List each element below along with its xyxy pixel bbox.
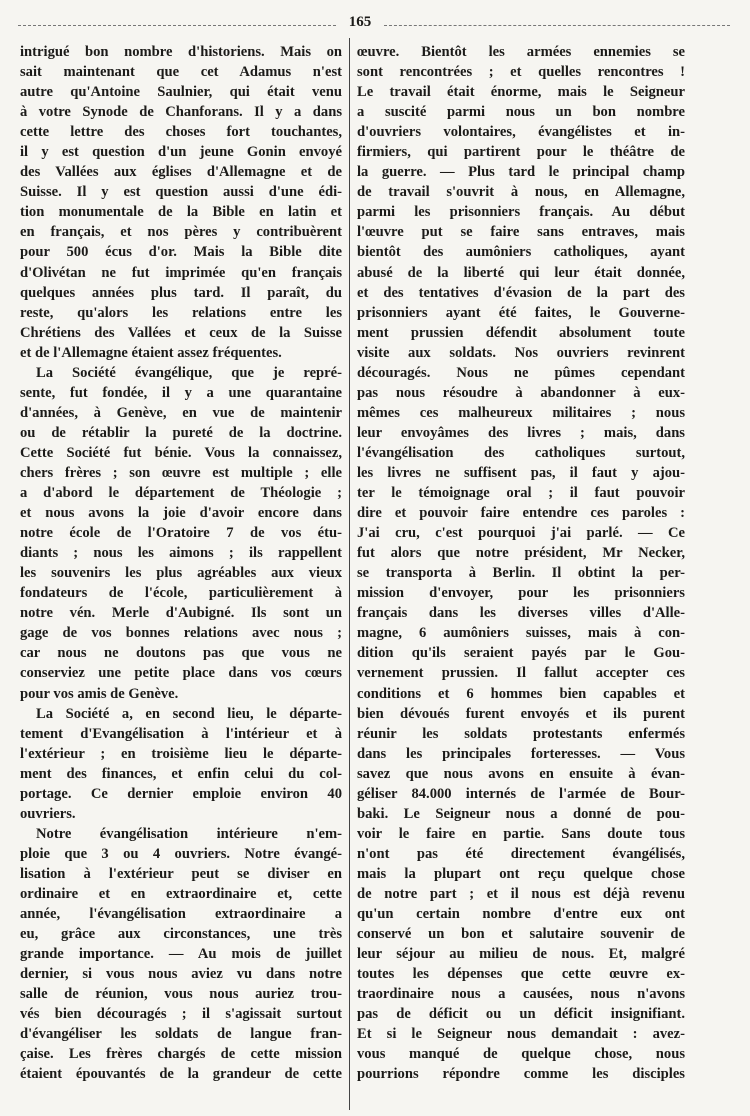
text-line: La Société évangélique, que je repré-: [36, 364, 342, 381]
text-line: conservé un bon et salutaire souvenir de: [357, 926, 685, 943]
text-line: et de l'Allemagne étaient assez fréquentes.: [20, 344, 282, 361]
text-line: a suscité parmi nous un bon nombre: [357, 104, 685, 121]
text-line: notre vén. Merle d'Aubigné. Ils sont un: [20, 605, 342, 622]
paragraph: [20, 824, 342, 1085]
text-line: tement d'Evangélisation à l'intérieur et à: [20, 725, 342, 742]
text-line: sont rencontrées ; et quelles rencontres !: [357, 64, 685, 81]
text-line: ou de rétablir la pureté de la doctrine.: [20, 424, 342, 441]
text-line: d'années, à Genève, en vue de maintenir: [20, 404, 342, 421]
text-line: car nous ne doutons pas que vous ne: [20, 645, 342, 662]
text-line: à votre Synode de Chanforans. Il y a dans: [20, 104, 342, 121]
text-line: notre école de l'Oratoire 7 de vos étu-: [20, 525, 342, 542]
text-line: les souvenirs les plus agréables aux vieux: [20, 565, 342, 582]
text-line: qu'un certain nombre d'entre eux ont: [357, 906, 685, 923]
header-rule-left: [18, 25, 336, 26]
text-line: portage. Ce dernier emploie environ 40: [20, 785, 342, 802]
text-line: français dans les diverses villes d'Alle-: [357, 605, 685, 622]
text-line: œuvre. Bientôt les armées ennemies se: [357, 44, 685, 60]
text-line: ter le témoignage oral ; il faut pouvoir: [357, 485, 685, 502]
text-line: l'évangélisation des catholiques surtout,: [357, 444, 685, 461]
text-line: mais la plupart ont reçu quelque chose: [357, 865, 685, 882]
text-line: salle de réunion, vous nous auriez trou-: [20, 986, 342, 1003]
text-line: il y est question d'un jeune Gonin envoyé: [20, 144, 342, 161]
text-line: grande importance. — Au mois de juillet: [20, 946, 342, 963]
text-line: reste, qu'alors les relations entre les: [20, 304, 342, 321]
page-header: [18, 14, 730, 34]
text-line: découragés. Nous ne pûmes cependant: [357, 364, 685, 381]
text-line: géliser 84.000 internés de l'armée de Bour-: [357, 785, 685, 802]
text-line: se transporta à Berlin. Il obtint la per-: [357, 565, 685, 582]
text-line: dernier, si vous nous aviez vu dans notre: [20, 966, 342, 983]
text-line: ment des finances, et enfin celui du col-: [20, 765, 342, 782]
text-line: savez que nous avons en ensuite à évan-: [357, 765, 685, 782]
text-line: gage de vos bonnes relations avec nous ;: [20, 625, 342, 642]
text-line: parmi les prisonniers français. Au début: [357, 204, 685, 221]
text-line: bientôt des aumôniers catholiques, ayant: [357, 244, 685, 261]
text-line: ploie que 3 ou 4 ouvriers. Notre évangé-: [20, 845, 342, 862]
text-line: d'ouvriers volontaires, évangélistes et in-: [357, 124, 685, 141]
page-number: 165: [348, 14, 372, 30]
text-line: mêmes ces malheureux militaires ; nous: [357, 404, 685, 421]
text-line: dans les principales forteresses. — Vous: [357, 745, 685, 762]
text-line: chers frères ; son œuvre est multiple ; elle: [20, 464, 342, 481]
text-line: baki. Le Seigneur nous a donné de pou-: [357, 805, 685, 822]
text-line: et des tentatives d'évasion de la part des: [357, 284, 685, 301]
text-line: réunir les soldats protestants enfermés: [357, 725, 685, 742]
text-line: prisonniers ayant été faites, le Gouverne-: [357, 304, 685, 321]
text-line: Et si le Seigneur nous demandait : avez-: [357, 1026, 685, 1043]
text-line: sente, fut fondée, il y a une quarantaine: [20, 384, 342, 401]
paragraph: [20, 704, 342, 824]
text-line: tion monumentale de la Bible en latin et: [20, 204, 342, 221]
text-line: ordinaire et en extraordinaire et, cette: [20, 885, 342, 902]
paragraph: [20, 363, 342, 704]
text-line: ment prussien défendit absolument toute: [357, 324, 685, 341]
text-line: intrigué bon nombre d'historiens. Mais on: [20, 44, 342, 60]
text-line: quelques années plus tard. Il paraît, du: [20, 284, 342, 301]
text-line: bien dévoués furent envoyés et ils purent: [357, 705, 685, 722]
text-line: visite aux soldats. Nos ouvriers revinrent: [357, 344, 685, 361]
text-line: Chrétiens des Vallées et ceux de la Suisse: [20, 324, 342, 341]
text-line: fondateurs de l'école, particulièrement à: [20, 585, 342, 602]
text-line: dition qu'ils seraient payés par le Gou-: [357, 645, 685, 662]
text-line: étaient épouvantés de la grandeur de cette: [20, 1066, 342, 1083]
text-line: autre qu'Antoine Saulnier, qui était venu: [20, 84, 342, 101]
text-line: conditions et 6 hommes bien capables et: [357, 685, 685, 702]
text-line: année, l'évangélisation extraordinaire a: [20, 906, 342, 923]
text-line: conserviez une petite place dans vos cœurs: [20, 665, 342, 682]
text-line: de travail s'ouvrit à nous, en Allemagne,: [357, 184, 685, 201]
text-line: Le travail était énorme, mais le Seigneur: [357, 84, 685, 101]
text-line: d'Olivétan ne fut imprimée qu'en français: [20, 264, 342, 281]
text-line: diants ; nous les aimons ; ils rappellent: [20, 545, 342, 562]
text-line: pas nous résoudre à abandonner à eux-: [357, 384, 685, 401]
text-line: l'extérieur ; en troisième lieu le départe-: [20, 745, 342, 762]
text-line: et nous avons la joie d'avoir encore dans: [20, 505, 342, 522]
text-line: firmiers, qui partirent pour le théâtre de: [357, 144, 685, 161]
text-line: des Vallées aux églises d'Allemagne et de: [20, 164, 342, 181]
text-line: toutes les dépenses que cette œuvre ex-: [357, 966, 685, 983]
text-line: abusé de la liberté qui leur était donnée,: [357, 264, 685, 281]
text-line: J'ai cru, c'est pourquoi j'ai parlé. — Ce: [357, 525, 685, 542]
right-column: [357, 42, 685, 1107]
text-line: magne, 6 aumôniers suisses, mais à con-: [357, 625, 685, 642]
text-line: sait maintenant que cet Adamus n'est: [20, 64, 342, 81]
text-line: a d'abord le département de Théologie ;: [20, 485, 342, 502]
text-line: pourrions répondre comme les disciples: [357, 1066, 685, 1083]
text-line: d'évangéliser les soldats de langue fran-: [20, 1026, 342, 1043]
text-line: vous manqué de quelque chose, nous: [357, 1046, 685, 1063]
paragraph: [20, 42, 342, 363]
text-line: de notre part ; et il nous est déjà revenu: [357, 885, 685, 902]
text-line: mission d'envoyer, pour les prisonniers: [357, 585, 685, 602]
text-line: fut alors que notre président, Mr Necker,: [357, 545, 685, 562]
text-line: pour vos amis de Genève.: [20, 685, 179, 702]
text-line: Notre évangélisation intérieure n'em-: [36, 825, 342, 842]
text-line: Suisse. Il y est question aussi d'une édi-: [20, 184, 342, 201]
text-line: leur séjour au milieu de nous. Et, malgré: [357, 946, 685, 963]
text-line: traordinaire nous a causées, nous n'avons: [357, 986, 685, 1003]
text-line: vernement prussien. Il fallut accepter ces: [357, 665, 685, 682]
text-line: La Société a, en second lieu, le départe-: [36, 705, 342, 722]
text-line: pas de déficit ou un déficit insignifiant.: [357, 1006, 685, 1023]
text-line: en français, et nos pères y contribuèrent: [20, 224, 342, 241]
text-line: çaise. Les frères chargés de cette mission: [20, 1046, 342, 1063]
text-line: ouvriers.: [20, 805, 76, 822]
text-line: dire et pouvoir faire entendre ces paroles :: [357, 505, 685, 522]
text-line: leur envoyâmes des livres ; mais, dans: [357, 424, 685, 441]
text-line: eu, grâce aux circonstances, une très: [20, 926, 342, 943]
left-column: [20, 42, 342, 1107]
text-line: lisation à l'extérieur peut se diviser en: [20, 865, 342, 882]
text-line: l'œuvre put se faire sans entraves, mais: [357, 224, 685, 241]
header-rule-right: [384, 25, 730, 26]
text-line: n'ont pas été directement évangélisés,: [357, 845, 685, 862]
text-line: les livres ne suffisent pas, il faut y ajou-: [357, 464, 685, 481]
text-line: Cette Société fut bénie. Vous la connaissez,: [20, 444, 342, 461]
column-divider: [349, 38, 350, 1110]
text-line: pour 500 écus d'or. Mais la Bible dite: [20, 244, 342, 261]
text-line: la guerre. — Plus tard le principal champ: [357, 164, 685, 181]
text-line: vés bien découragés ; il s'agissait surtout: [20, 1006, 342, 1023]
text-line: cette lettre des choses fort touchantes,: [20, 124, 342, 141]
text-line: voir le faire en partie. Sans doute tous: [357, 825, 685, 842]
